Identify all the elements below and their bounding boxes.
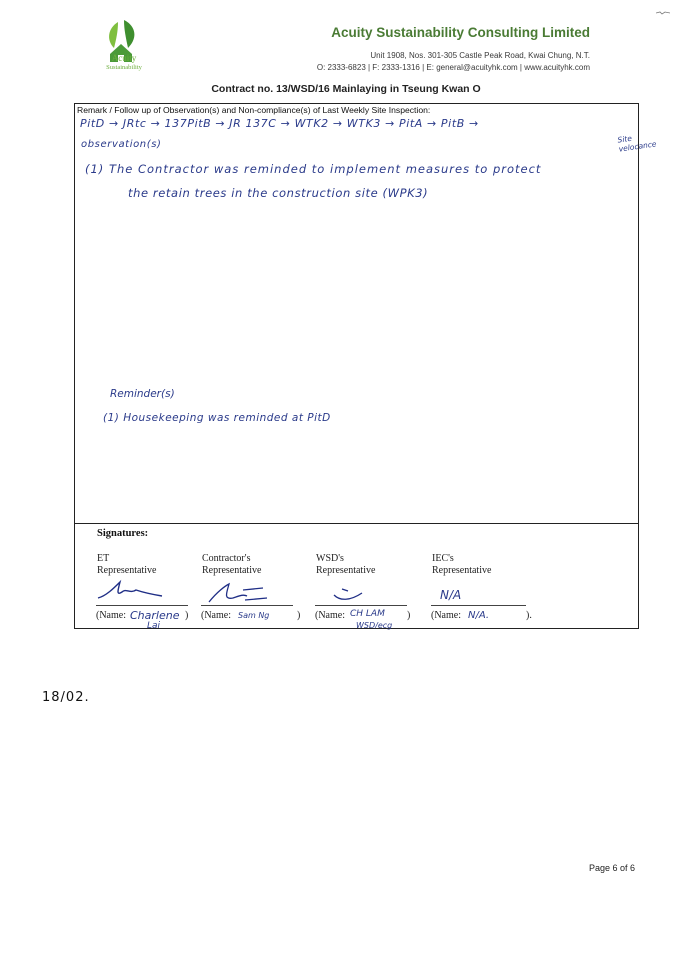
et-name-second-line: Lai [147, 621, 161, 631]
handwritten-observations-heading: observation(s) [81, 139, 162, 150]
handwritten-observation-1: (1) The Contractor was reminded to implement measures to protect [85, 162, 542, 176]
handwritten-reminder-1: (1) Housekeeping was reminded at PitD [103, 412, 331, 424]
wsd-name-prefix: (Name: [315, 610, 345, 621]
remark-label: Remark / Follow up of Observation(s) and Non-compliance(s) of Last Weekly Site Inspection: [77, 105, 431, 115]
company-contact: O: 2333-6823 | F: 2333-1316 | E: general@acuityhk.com | www.acuityhk.com [316, 63, 590, 72]
iec-signature: N/A [440, 588, 462, 602]
signatures-title: Signatures: [97, 528, 149, 539]
iec-name-prefix: (Name: [431, 610, 461, 621]
et-name: Charlene [130, 609, 180, 622]
contractor-name-prefix: (Name: [201, 610, 231, 621]
et-name-close: ) [185, 610, 189, 621]
logo-subtitle: Sustainability [106, 64, 142, 71]
wsd-representative-label: WSD's Representative [316, 553, 376, 576]
contractor-representative-label: Contractor's Representative [202, 553, 262, 576]
contractor-name-close: ) [297, 610, 301, 621]
iec-signature-line [431, 605, 526, 606]
handwritten-observation-1-continued: the retain trees in the construction site (WPK3) [128, 186, 429, 200]
logo-leaf-right [124, 20, 134, 48]
handwritten-date: 18/02. [42, 690, 90, 705]
wsd-signature [330, 585, 370, 605]
wsd-name: CH LAM [350, 609, 385, 619]
contractor-signature [203, 582, 273, 606]
et-signature-line [96, 605, 188, 606]
logo-leaf-left [109, 22, 118, 48]
logo-name: Acuity [111, 53, 137, 63]
handwritten-reminders-heading: Reminder(s) [110, 388, 175, 400]
et-representative-label: ET Representative [97, 553, 157, 576]
contractor-name: Sam Ng [238, 611, 270, 620]
iec-representative-label: IEC's Representative [432, 553, 492, 576]
iec-name: N/A. [468, 610, 490, 621]
et-name-prefix: (Name: [96, 610, 126, 621]
inspection-form-box [74, 103, 639, 629]
handwritten-margin-note: Site velocance [616, 133, 658, 154]
company-address: Unit 1908, Nos. 301-305 Castle Peak Road, Kwai Chung, N.T. [370, 51, 590, 60]
wsd-name-second-line: WSD/ecg [356, 621, 393, 630]
page-number: Page 6 of 6 [588, 863, 635, 873]
corner-scribble [656, 11, 670, 15]
wsd-name-close: ) [407, 610, 411, 621]
contractor-signature-line [201, 605, 293, 606]
iec-name-close: ). [526, 610, 532, 621]
handwritten-route: PitD → JRtc → 137PitB → JR 137C → WTK2 → WTK3 → PitA → PitB → [80, 117, 479, 130]
wsd-signature-line [315, 605, 407, 606]
signatures-divider [74, 523, 639, 524]
et-signature [96, 578, 166, 602]
contract-title: Contract no. 13/WSD/16 Mainlaying in Tseung Kwan O [211, 83, 481, 95]
company-name: Acuity Sustainability Consulting Limited [331, 25, 590, 40]
